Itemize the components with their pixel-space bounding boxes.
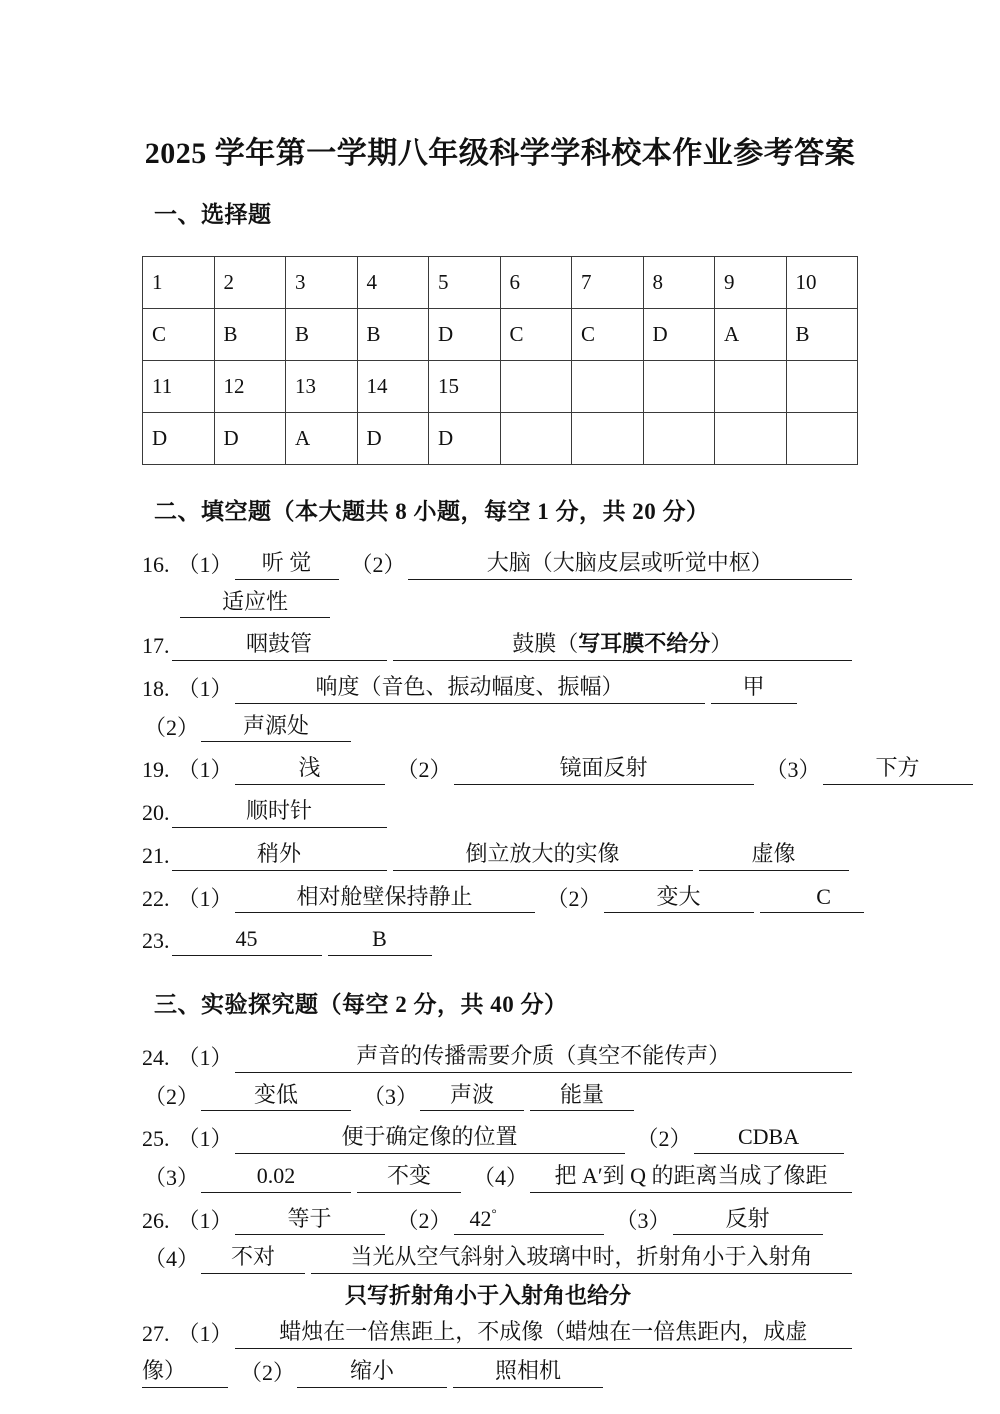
answer-line-20 <box>142 796 858 828</box>
table-cell: D <box>429 413 501 465</box>
table-row <box>143 309 858 361</box>
subpart-label: （1） <box>177 885 233 911</box>
answer-blank: 照相机 <box>453 1356 603 1388</box>
answer-blank: 不变 <box>357 1161 461 1193</box>
table-cell <box>715 361 787 413</box>
answer-line-24 <box>142 1041 858 1073</box>
subpart-label: （3） <box>615 1207 671 1233</box>
answer-blank: 适应性 <box>180 587 330 619</box>
answer-line-16-cont <box>142 587 858 619</box>
answer-blank: 45 <box>172 924 322 956</box>
answer-line-23 <box>142 924 858 956</box>
table-cell: B <box>357 309 429 361</box>
subpart-label: （2） <box>636 1126 692 1152</box>
answer-line-21 <box>142 839 858 871</box>
subpart-label: （2） <box>396 1207 452 1233</box>
table-cell: 15 <box>429 361 501 413</box>
table-cell <box>643 361 715 413</box>
answer-blank: 顺时针 <box>172 796 387 828</box>
table-cell: D <box>429 309 501 361</box>
table-cell: 10 <box>786 257 858 309</box>
table-cell: 7 <box>572 257 644 309</box>
subpart-label: （1） <box>177 1207 233 1233</box>
table-cell: D <box>143 413 215 465</box>
answer-blank: 浅 <box>235 753 385 785</box>
table-cell <box>572 361 644 413</box>
section-heading-fill: 二、填空题（本大题共 8 小题，每空 1 分，共 20 分） <box>154 499 710 524</box>
table-cell: 11 <box>143 361 215 413</box>
table-cell: D <box>357 413 429 465</box>
subpart-label: （2） <box>144 1083 200 1109</box>
table-cell: 2 <box>214 257 286 309</box>
subpart-label: （2） <box>396 757 452 783</box>
answer-blank: 声波 <box>420 1080 524 1112</box>
table-cell <box>500 413 572 465</box>
subpart-label: （1） <box>177 1321 233 1347</box>
answer-blank: 声源处 <box>201 711 351 743</box>
answer-blank: 变低 <box>201 1080 351 1112</box>
section-heading-experiment: 三、实验探究题（每空 2 分，共 40 分） <box>154 991 568 1017</box>
answer-blank: 当光从空气斜射入玻璃中时，折射角小于入射角 <box>311 1242 852 1274</box>
answer-line-27 <box>142 1317 858 1349</box>
table-row <box>143 361 858 413</box>
question-number-18: 18. <box>142 676 170 702</box>
subpart-label: （1） <box>177 1126 233 1152</box>
table-cell: 1 <box>143 257 215 309</box>
question-number-20: 20. <box>142 800 170 826</box>
answer-blank: 声音的传播需要介质（真空不能传声） <box>235 1041 852 1073</box>
answer-blank: 听 觉 <box>235 548 339 580</box>
grading-note: 只写折射角小于入射角也给分 <box>344 1283 631 1308</box>
answer-blank: 蜡烛在一倍焦距上，不成像（蜡烛在一倍焦距内，成虚 <box>235 1317 852 1349</box>
answer-key-table <box>142 256 858 465</box>
question-number-21: 21. <box>142 842 170 868</box>
question-number-19: 19. <box>142 757 170 783</box>
table-cell: 4 <box>357 257 429 309</box>
answer-blank: 倒立放大的实像 <box>393 839 693 871</box>
table-cell: C <box>143 309 215 361</box>
subpart-label: （2） <box>350 552 406 577</box>
answer-blank: 大脑（大脑皮层或听觉中枢） <box>408 548 852 580</box>
table-cell: A <box>286 413 358 465</box>
table-cell: C <box>572 309 644 361</box>
answer-line-25-cont <box>142 1161 858 1193</box>
subpart-label: （3） <box>765 757 821 783</box>
answer-blank: CDBA <box>694 1122 844 1154</box>
answer-blank: 镜面反射 <box>454 753 754 785</box>
subpart-label: （1） <box>177 676 233 702</box>
answer-line-25 <box>142 1122 858 1154</box>
answer-blank-angle <box>454 1204 604 1236</box>
answer-blank: 相对舱壁保持静止 <box>235 882 535 914</box>
answer-blank: 把 A′到 Q 的距离当成了像距 <box>530 1161 852 1193</box>
answer-line-17 <box>142 629 858 661</box>
answer-blank-rich <box>393 629 853 661</box>
table-cell <box>572 413 644 465</box>
answer-blank: 缩小 <box>297 1356 447 1388</box>
question-number-17: 17. <box>142 633 170 659</box>
experiment-answers-block <box>142 1041 858 1388</box>
table-row <box>143 413 858 465</box>
table-cell: A <box>715 309 787 361</box>
table-cell <box>786 361 858 413</box>
answer-blank: C <box>760 882 864 914</box>
answer-blank: 稍外 <box>172 839 387 871</box>
table-cell: 14 <box>357 361 429 413</box>
table-cell: D <box>643 309 715 361</box>
table-cell: 12 <box>214 361 286 413</box>
subpart-label: （2） <box>240 1360 296 1386</box>
table-cell: D <box>214 413 286 465</box>
answer-line-22 <box>142 882 858 914</box>
table-cell: C <box>500 309 572 361</box>
answer-line-24-cont <box>142 1080 858 1112</box>
table-cell: 5 <box>429 257 501 309</box>
answer-line-16 <box>142 548 858 580</box>
answer-text-post: ） <box>710 631 733 657</box>
subpart-label: （2） <box>546 885 602 911</box>
subpart-label: （1） <box>177 1044 233 1070</box>
answer-blank: 不对 <box>201 1242 305 1274</box>
answer-blank: 能量 <box>530 1080 634 1112</box>
answer-blank: 咽鼓管 <box>172 629 387 661</box>
answer-blank: 变大 <box>604 882 754 914</box>
answer-line-19 <box>142 753 920 785</box>
table-cell: 9 <box>715 257 787 309</box>
answer-line-18 <box>142 672 858 704</box>
question-number-22: 22. <box>142 885 170 911</box>
answer-line-27-cont <box>142 1356 858 1388</box>
table-cell: B <box>286 309 358 361</box>
question-number-23: 23. <box>142 928 170 954</box>
fill-answers-block <box>142 548 920 956</box>
answer-blank: 便于确定像的位置 <box>235 1122 625 1154</box>
answer-text: 42 <box>469 1205 492 1231</box>
table-cell: 3 <box>286 257 358 309</box>
table-row <box>143 257 858 309</box>
answer-blank: 等于 <box>235 1204 385 1236</box>
answer-line-18-cont <box>142 711 858 743</box>
subpart-label: （4） <box>144 1246 200 1272</box>
subpart-label: （1） <box>177 552 233 577</box>
table-cell: B <box>786 309 858 361</box>
answer-line-26 <box>142 1204 858 1236</box>
answer-blank: 下方 <box>823 753 973 785</box>
answer-text-pre: 鼓膜（ <box>512 631 579 657</box>
answer-blank: 虚像 <box>699 839 849 871</box>
table-cell: 13 <box>286 361 358 413</box>
answer-blank: 0.02 <box>201 1161 351 1193</box>
question-number-27: 27. <box>142 1321 170 1347</box>
question-number-16: 16. <box>142 552 170 577</box>
question-number-24: 24. <box>142 1044 170 1070</box>
answer-line-26-cont <box>142 1242 858 1274</box>
answer-blank: B <box>328 924 432 956</box>
answer-blank: 像） <box>142 1356 228 1388</box>
subpart-label: （3） <box>363 1083 419 1109</box>
subpart-label: （3） <box>144 1164 200 1190</box>
table-cell: 6 <box>500 257 572 309</box>
question-number-26: 26. <box>142 1207 170 1233</box>
table-cell <box>500 361 572 413</box>
subpart-label: （1） <box>177 757 233 783</box>
degree-symbol: ° <box>491 1205 497 1221</box>
answer-blank: 反射 <box>673 1204 823 1236</box>
table-cell: B <box>214 309 286 361</box>
page-title: 2025 学年第一学期八年级科学学科校本作业参考答案 <box>144 137 856 170</box>
table-cell: 8 <box>643 257 715 309</box>
subpart-label: （2） <box>144 714 200 740</box>
answer-blank: 响度（音色、振动幅度、振幅） <box>235 672 705 704</box>
subpart-label: （4） <box>473 1164 529 1190</box>
table-cell <box>786 413 858 465</box>
section-heading-choice: 一、选择题 <box>154 202 272 227</box>
table-cell <box>715 413 787 465</box>
answer-text-bold: 写耳膜不给分 <box>578 631 711 657</box>
table-cell <box>643 413 715 465</box>
answer-blank: 甲 <box>711 672 797 704</box>
question-number-25: 25. <box>142 1126 170 1152</box>
